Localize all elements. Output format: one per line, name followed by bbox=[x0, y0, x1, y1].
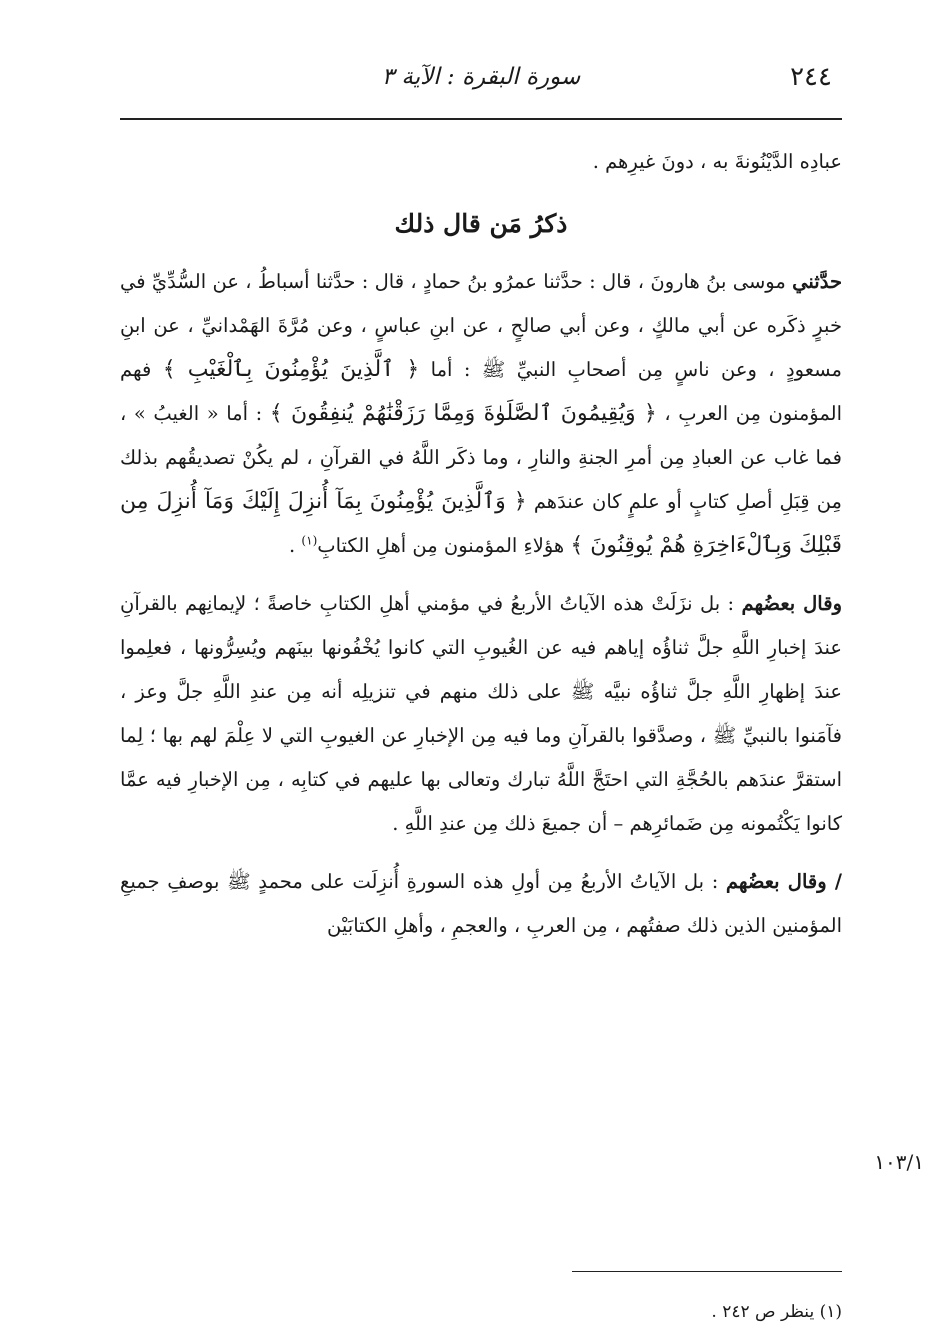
paragraph-2-text: : بل نزَلَتْ هذه الآياتُ الأربعُ في مؤمني أهلِ الكتابِ خاصةً ؛ لإيمانِهم بالقرآنِ عندَ إخبارِ اللَّهِ جلَّ ثناؤُه إياهم فيه عن الغُيوبِ التي كانوا يُخْفُونها بينَهم ويُسِرُّونها ، فعلِموا عندَ إظهارِ اللَّهِ جلَّ ثناؤُه نبيَّه ﷺ على ذلك منهم في تنزيلِه أنه مِن عندِ اللَّهِ جلَّ وعز ، فآمَنوا بالنبيِّ ﷺ ، وصدَّقوا بالقرآنِ وما فيه مِن الإخبارِ عن الغيوبِ التي لا عِلْمَ لهم بها ؛ لِما استقرَّ عندَهم بالحُجَّةِ التي احتَجَّ اللَّهُ تبارك وتعالى بها عليهم في كتابِه ، مِن الإخبارِ فيه عمَّا كانوا يَكْتُمونه مِن ضَمائرِهم – أن جميعَ ذلك مِن عندِ اللَّهِ . bbox=[120, 592, 842, 835]
margin-reference: ١٠٣/١ bbox=[874, 1150, 924, 1174]
quran-verse-2: ﴿ وَيُقِيمُونَ ٱلصَّلَوٰةَ وَمِمَّا رَزَقْنَٰهُمْ يُنفِقُونَ ﴾ bbox=[269, 401, 657, 426]
paragraph-1-text-2: فهم المؤمنون مِن العربِ ، bbox=[120, 358, 842, 425]
paragraph-1-text-5: . bbox=[289, 534, 302, 557]
page-header bbox=[120, 40, 842, 120]
quran-verse-1: ﴿ ٱلَّذِينَ يُؤْمِنُونَ بِٱلْغَيْبِ ﴾ bbox=[162, 357, 420, 382]
paragraph-2-lead: وقال بعضُهم bbox=[741, 592, 842, 615]
paragraph-1 bbox=[120, 260, 842, 568]
paragraph-1-text-4: هؤلاءِ المؤمنون مِن أهلِ الكتابِ bbox=[317, 534, 571, 557]
body-text bbox=[120, 140, 842, 948]
quran-verse-3: ﴿ وَٱلَّذِينَ يُؤْمِنُونَ بِمَآ أُنزِلَ إِلَيْكَ وَمَآ أُنزِلَ مِن قَبْلِكَ وَبِٱلْءَاخِرَةِ هُمْ يُوقِنُونَ ﴾ bbox=[120, 489, 842, 558]
running-head: سورة البقرة : الآية ٣ bbox=[381, 64, 581, 90]
intro-line: عبادِه الدَّيْنُونةَ به ، دونَ غيرِهم . bbox=[592, 150, 842, 173]
paragraph-1-lead: حدَّثني bbox=[792, 270, 842, 293]
section-heading: ذكرُ مَن قال ذلك bbox=[394, 209, 568, 238]
paragraph-3-text: : بل الآياتُ الأربعُ مِن أولِ هذه السورةِ أُنزِلَت على محمدٍ ﷺ بوصفِ جميعِ المؤمنين الذين ذلك صفتُهم ، مِن العربِ ، والعجمِ ، وأهلِ الكتابَيْن bbox=[120, 870, 842, 937]
footnote-divider bbox=[572, 1271, 842, 1272]
paragraph-2 bbox=[120, 582, 842, 846]
paragraph-3 bbox=[120, 860, 842, 948]
paragraph-3-lead: وقال بعضُهم bbox=[725, 870, 827, 893]
paragraph-1-text-3: : أما « الغيبُ » ، فما غاب عن العبادِ مِن أمرِ الجنةِ والنارِ ، وما ذكَر اللَّهُ في القرآنِ ، لم يكُنْ تصديقُهم بذلك مِن قِبَلِ أصلِ كتابٍ أو علمٍ كان عندَهم bbox=[120, 402, 842, 513]
book-page bbox=[120, 40, 924, 1322]
footnote-reference[interactable]: (١) bbox=[301, 533, 318, 548]
page-number: ٢٤٤ bbox=[790, 62, 832, 92]
paragraph-1-text-1: موسى بنُ هارونَ ، قال : حدَّثنا عمرُو بنُ حمادٍ ، قال : حدَّثنا أسباطُ ، عن السُّدِّيِّ في خبرٍ ذكَره عن أبي مالكٍ ، وعن أبي صالحٍ ، عن ابنِ عباسٍ ، وعن مُرَّةَ الهَمْدانيِّ ، عن ابنِ مسعودٍ ، وعن ناسٍ مِن أصحابِ النبيِّ ﷺ : أما bbox=[120, 270, 842, 381]
footnote: (١) ينظر ص ٢٤٢ . bbox=[711, 1302, 842, 1322]
paragraph-3-slash: / bbox=[826, 870, 842, 893]
